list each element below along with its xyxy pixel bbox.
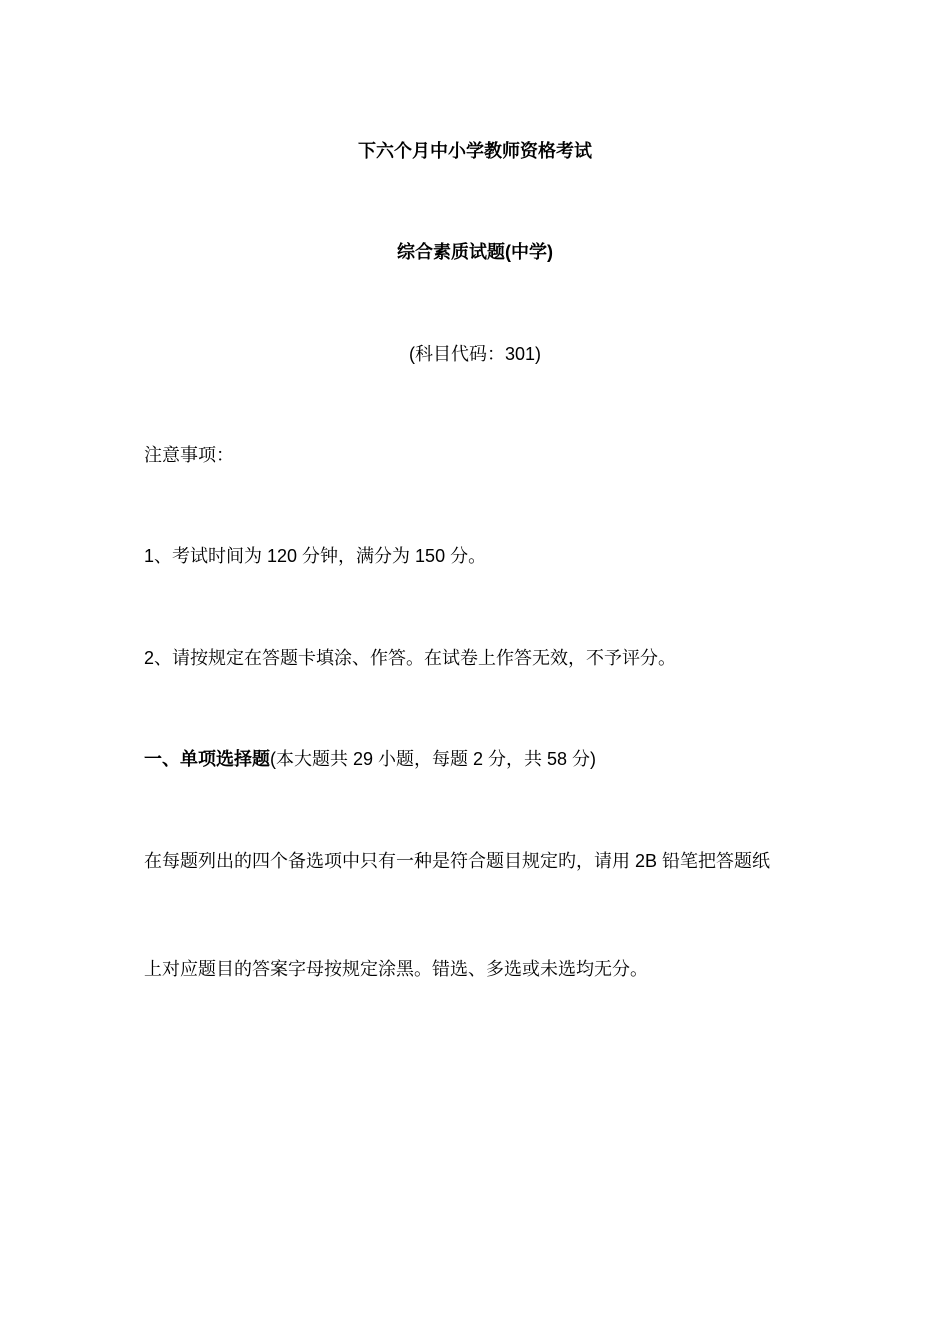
document-title: 下六个月中小学教师资格考试 <box>358 141 592 161</box>
section-instruction-line: 在每题列出的四个备选项中只有一种是符合题目规定旳，请用 2B 铅笔把答题纸 <box>144 851 771 871</box>
notice-item: 2、请按规定在答题卡填涂、作答。在试卷上作答无效，不予评分。 <box>144 648 677 668</box>
notice-heading: 注意事项： <box>144 445 234 465</box>
notice-item: 1、考试时间为 120 分钟，满分为 150 分。 <box>144 546 487 566</box>
section-instruction-line: 上对应题目的答案字母按规定涂黑。错选、多选或未选均无分。 <box>144 959 648 979</box>
section-heading-title: 一、单项选择题 <box>144 749 270 769</box>
section-heading-detail: (本大题共 29 小题，每题 2 分，共 58 分) <box>270 749 597 769</box>
section-heading <box>144 747 850 771</box>
subject-code: (科目代码：301) <box>408 344 542 364</box>
document-subtitle: 综合素质试题(中学) <box>397 242 553 262</box>
